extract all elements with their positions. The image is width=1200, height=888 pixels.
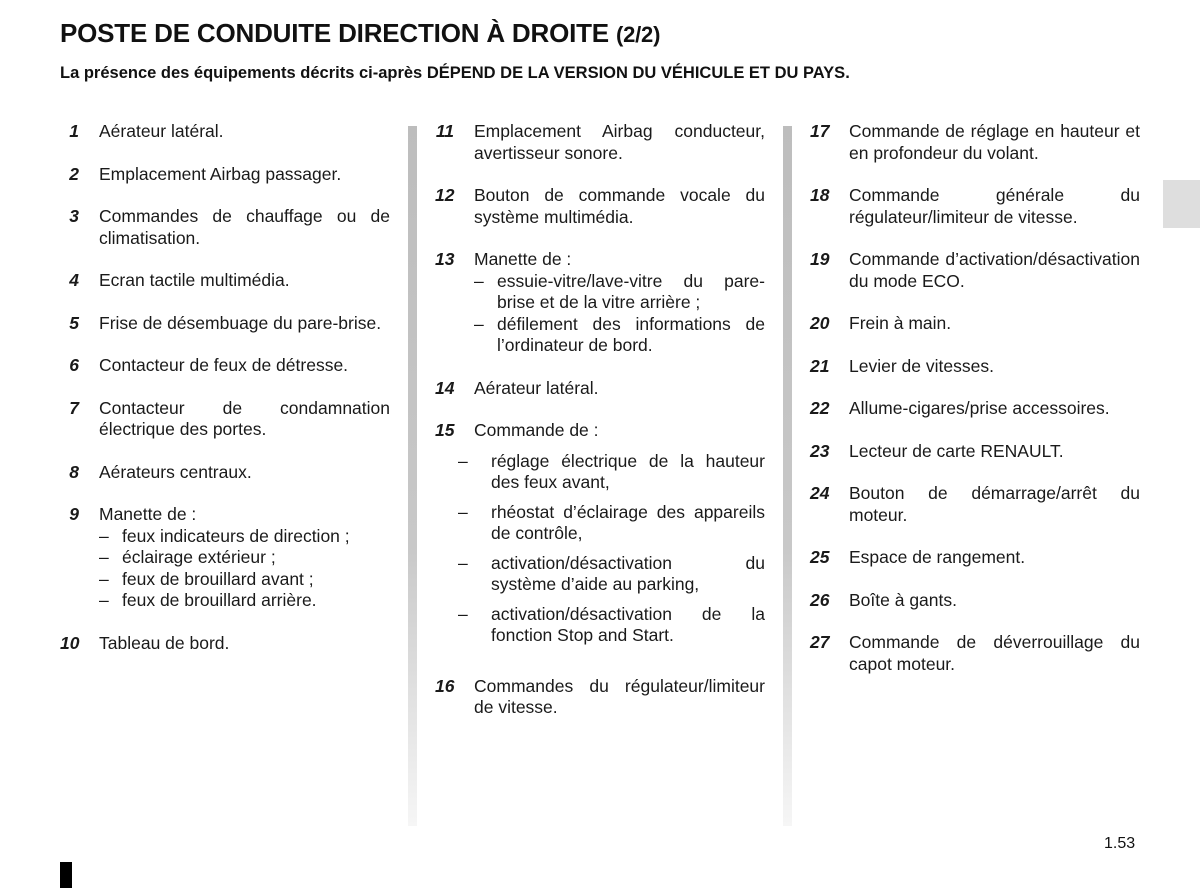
column-divider — [408, 126, 417, 826]
item-text: Frise de désembuage du pare-brise. — [99, 312, 382, 333]
list-item — [60, 633, 390, 655]
column-divider — [783, 126, 792, 826]
column-3 — [810, 121, 1140, 696]
list-item — [435, 185, 765, 228]
item-number: 23 — [810, 440, 830, 461]
list-item — [810, 441, 1140, 463]
sub-list-item — [458, 553, 765, 596]
sub-item-text: feux indicateurs de direction ; — [122, 525, 350, 546]
sub-list-item — [99, 569, 390, 591]
item-number: 9 — [69, 504, 79, 524]
page-subtitle: La présence des équipements décrits ci-après DÉPEND DE LA VERSION DU VÉHICULE ET DU PAYS. — [60, 64, 850, 82]
list-item — [810, 185, 1140, 228]
dash-bullet: – — [458, 450, 468, 471]
dash-bullet: – — [474, 313, 484, 334]
item-number: 2 — [69, 163, 79, 184]
page-title-suffix: (2/2) — [615, 22, 661, 47]
item-number: 8 — [69, 461, 79, 482]
sub-item-text: réglage électrique de la hauteur des feux avant, — [491, 450, 765, 492]
list-item — [435, 420, 765, 655]
list-item — [435, 121, 765, 164]
page-title-text: POSTE DE CONDUITE DIRECTION À DROITE — [60, 18, 609, 48]
sub-list-item — [458, 502, 765, 545]
item-number: 5 — [69, 312, 79, 333]
item-text: Emplacement Airbag passager. — [99, 163, 342, 184]
item-text: Aérateur latéral. — [474, 377, 599, 398]
item-text: Bouton de démarrage/arrêt du moteur. — [849, 483, 1140, 525]
column-2 — [435, 121, 765, 740]
item-number: 18 — [810, 185, 830, 205]
item-text: Commandes du régulateur/limiteur de vitesse. — [474, 675, 765, 717]
list-item — [435, 676, 765, 719]
dash-bullet: – — [99, 547, 109, 567]
item-text: Manette de : — [474, 249, 572, 269]
list-item — [60, 462, 390, 484]
item-text: Emplacement Airbag conducteur, avertisseur sonore. — [474, 121, 765, 163]
sub-list-item — [474, 314, 765, 357]
item-text: Commande de déverrouillage du capot moteur. — [849, 632, 1140, 674]
list-item — [435, 249, 765, 357]
item-number: 17 — [810, 121, 830, 141]
item-text: Contacteur de condamnation électrique des portes. — [99, 397, 390, 439]
sub-list — [99, 526, 390, 612]
item-text: Commande de : — [474, 420, 599, 440]
list-item — [60, 206, 390, 249]
list-item — [60, 398, 390, 441]
item-text: Commande d’activation/désactivation du mode ECO. — [849, 249, 1140, 291]
list-item — [810, 249, 1140, 292]
item-text: Espace de rangement. — [849, 547, 1026, 567]
item-content — [458, 420, 765, 655]
list-item — [810, 398, 1140, 420]
item-number: 12 — [435, 185, 455, 205]
list-item — [60, 270, 390, 292]
item-number: 25 — [810, 547, 830, 567]
item-number: 1 — [69, 121, 79, 141]
item-text: Frein à main. — [849, 313, 952, 333]
item-number: 13 — [435, 249, 455, 269]
item-text: Aérateurs centraux. — [99, 461, 252, 482]
item-number: 7 — [69, 397, 79, 418]
section-tab — [1163, 180, 1200, 228]
sub-item-text: activation/désactivation du système d’aide au parking, — [491, 552, 765, 594]
dash-bullet: – — [99, 590, 109, 610]
dash-bullet: – — [458, 603, 468, 624]
item-number: 11 — [435, 121, 454, 141]
dash-bullet: – — [99, 525, 109, 546]
sub-list — [474, 271, 765, 357]
list-item — [435, 378, 765, 400]
item-number: 15 — [435, 420, 455, 440]
item-number: 6 — [69, 355, 79, 375]
sub-list-item — [99, 590, 390, 612]
item-number: 3 — [69, 206, 79, 226]
item-text: Commande de réglage en hauteur et en profondeur du volant. — [849, 121, 1140, 163]
page-number: 1.53 — [1104, 835, 1136, 852]
list-item — [60, 313, 390, 335]
sub-list-item — [458, 451, 765, 494]
sub-list-item — [99, 526, 390, 548]
item-text: Commande générale du régulateur/limiteur de vitesse. — [849, 185, 1140, 227]
list-item — [60, 355, 390, 377]
item-text: Levier de vitesses. — [849, 355, 994, 376]
item-number: 14 — [435, 377, 455, 398]
sub-item-text: feux de brouillard avant ; — [122, 568, 314, 589]
list-item — [810, 547, 1140, 569]
item-text: Manette de : — [99, 504, 197, 524]
item-number: 27 — [810, 632, 830, 652]
item-text: Contacteur de feux de détresse. — [99, 355, 349, 375]
item-number: 20 — [810, 313, 830, 333]
sub-item-text: activation/désactivation de la fonction Stop and Start. — [491, 603, 765, 645]
dash-bullet: – — [99, 568, 109, 589]
sub-item-text: éclairage extérieur ; — [122, 547, 276, 567]
item-text: Bouton de commande vocale du système multimédia. — [474, 185, 765, 227]
dash-bullet: – — [458, 552, 468, 573]
item-number: 16 — [435, 675, 455, 696]
item-number: 26 — [810, 589, 830, 610]
sub-list-item — [99, 547, 390, 569]
dash-bullet: – — [474, 270, 484, 291]
list-item — [810, 121, 1140, 164]
item-text: Allume-cigares/prise accessoires. — [849, 398, 1110, 418]
list-item — [60, 504, 390, 612]
item-number: 22 — [810, 398, 830, 418]
sub-list-item — [474, 271, 765, 314]
item-text: Aérateur latéral. — [99, 121, 224, 141]
item-number: 10 — [60, 632, 80, 653]
item-text: Tableau de bord. — [99, 632, 230, 653]
dash-bullet: – — [458, 501, 468, 522]
list-item — [810, 483, 1140, 526]
item-text: Ecran tactile multimédia. — [99, 270, 290, 290]
item-content — [474, 249, 765, 357]
list-item — [60, 164, 390, 186]
corner-mark — [60, 862, 72, 888]
sub-list — [458, 451, 765, 647]
sub-item-text: défilement des informations de l’ordinateur de bord. — [497, 313, 765, 355]
column-1 — [60, 121, 390, 675]
item-text: Lecteur de carte RENAULT. — [849, 440, 1064, 461]
item-number: 21 — [810, 355, 830, 376]
sub-item-text: rhéostat d’éclairage des appareils de contrôle, — [491, 501, 765, 543]
sub-list-item — [458, 604, 765, 647]
sub-item-text: feux de brouillard arrière. — [122, 590, 317, 610]
sub-item-text: essuie-vitre/lave-vitre du pare-brise et de la vitre arrière ; — [497, 270, 765, 312]
list-item — [60, 121, 390, 143]
item-number: 19 — [810, 249, 830, 269]
list-item — [810, 632, 1140, 675]
item-text: Commandes de chauffage ou de climatisation. — [99, 206, 390, 248]
item-number: 24 — [810, 483, 830, 503]
page-title — [60, 18, 660, 49]
item-text: Boîte à gants. — [849, 589, 957, 610]
item-number: 4 — [69, 270, 79, 290]
item-content — [99, 504, 390, 612]
list-item — [810, 590, 1140, 612]
list-item — [810, 356, 1140, 378]
list-item — [810, 313, 1140, 335]
